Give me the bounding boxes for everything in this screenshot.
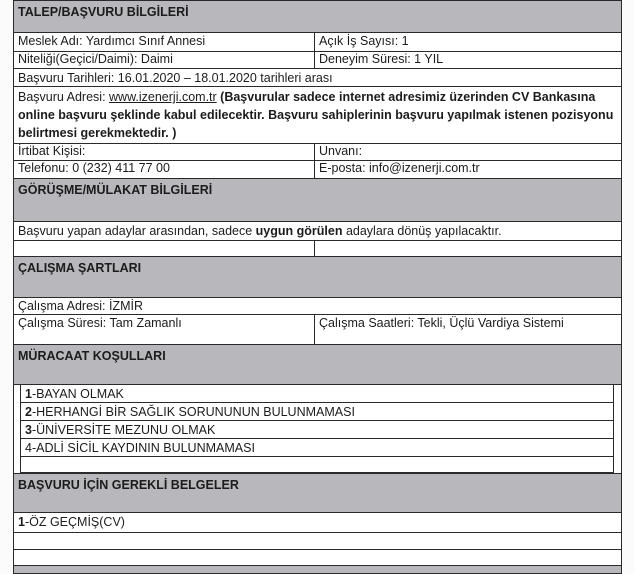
item-text: -HERHANGİ BİR SAĞLIK SORUNUNUN BULUNMAMASI xyxy=(31,405,355,419)
calisma-adresi: Çalışma Adresi: İZMİR xyxy=(18,299,144,313)
job-application-form xyxy=(13,0,622,574)
gorusme-text-end: adaylara dönüş yapılacaktır. xyxy=(342,224,502,238)
muracaat-list xyxy=(20,385,614,473)
empty-cell xyxy=(315,241,621,256)
section-header-talep xyxy=(13,0,622,33)
section-header-belgeler xyxy=(13,473,622,513)
section-title: BAŞVURU İÇİN GEREKLİ BELGELER xyxy=(18,478,239,492)
list-item xyxy=(21,439,613,457)
section-title: TALEP/BAŞVURU BİLGİLERİ xyxy=(18,5,189,19)
row-basvuru-adresi xyxy=(13,87,622,144)
item-number: 1 xyxy=(18,515,25,529)
item-number: 4 xyxy=(25,441,32,455)
section-title: MÜRACAAT KOŞULLARI xyxy=(18,349,166,363)
row-belge-empty xyxy=(13,550,622,566)
section-title: ÇALIŞMA ŞARTLARI xyxy=(18,261,142,275)
acik-is-sayisi: Açık İş Sayısı: 1 xyxy=(319,34,409,48)
website-link[interactable]: www.izenerji.com.tr xyxy=(109,90,217,104)
row-nitelik xyxy=(13,52,622,69)
row-calisma-suresi xyxy=(13,315,622,345)
item-number: 1 xyxy=(25,387,32,401)
row-empty-split xyxy=(13,241,622,257)
list-item-empty xyxy=(21,457,613,472)
list-item xyxy=(21,421,613,439)
row-calisma-adresi xyxy=(13,298,622,315)
basvuru-adresi xyxy=(14,87,621,143)
row-belge-empty xyxy=(13,533,622,550)
section-header-muracaat xyxy=(13,345,622,385)
section-footer-strip xyxy=(13,566,622,574)
unvani: Unvanı: xyxy=(319,144,363,158)
item-number: 2 xyxy=(25,405,32,419)
irtibat-kisisi: İrtibat Kişisi: xyxy=(14,144,315,160)
row-meslek xyxy=(13,33,622,52)
niteligi: Niteliği(Geçici/Daimi): Daimi xyxy=(14,52,315,68)
row-irtibat xyxy=(13,144,622,161)
basvuru-adresi-label: Başvuru Adresi: xyxy=(18,90,110,104)
section-header-calisma xyxy=(13,257,622,298)
row-gorusme-info xyxy=(13,222,622,241)
meslek-adi: Meslek Adı: Yardımcı Sınıf Annesi xyxy=(14,33,315,51)
calisma-saatleri: Çalışma Saatleri: Tekli, Üçlü Vardiya Sistemi xyxy=(319,316,564,330)
list-item xyxy=(21,403,613,421)
e-posta: E-posta: info@izenerji.com.tr xyxy=(319,161,480,175)
gorusme-text: Başvuru yapan adaylar arasından, sadece xyxy=(18,224,256,238)
muracaat-list-wrap xyxy=(13,385,622,473)
row-telefon xyxy=(13,161,622,179)
gorusme-info xyxy=(14,222,621,240)
item-text: -ADLİ SİCİL KAYDININ BULUNMAMASI xyxy=(31,441,255,455)
empty-cell xyxy=(14,550,621,565)
item-number: 3 xyxy=(25,423,32,437)
calisma-suresi: Çalışma Süresi: Tam Zamanlı xyxy=(14,315,315,344)
gorusme-text-bold: uygun görülen xyxy=(255,224,343,238)
basvuru-adresi-note: (Başvurular sadece internet adresimiz üzerinden CV Bankasına online başvuru şeklinde kabul edilecektir. Başvuru sahiplerinin başvuru yapılmak istenen pozisyonu belirtmesi gerekmektedir. ) xyxy=(18,90,614,140)
basvuru-tarihleri: Başvuru Tarihleri: 16.01.2020 – 18.01.2020 tarihleri arası xyxy=(18,71,333,85)
row-belge-1 xyxy=(13,513,622,533)
deneyim-suresi: Deneyim Süresi: 1 YIL xyxy=(319,52,444,66)
telefonu: Telefonu: 0 (232) 411 77 00 xyxy=(14,161,315,178)
belge-item xyxy=(14,513,621,532)
empty-cell xyxy=(14,533,621,549)
item-text: -ÜNİVERSİTE MEZUNU OLMAK xyxy=(31,423,216,437)
empty-cell xyxy=(14,241,315,256)
section-header-gorusme xyxy=(13,179,622,222)
row-basvuru-tarihleri xyxy=(13,69,622,87)
list-item xyxy=(21,385,613,403)
section-title: GÖRÜŞME/MÜLAKAT BİLGİLERİ xyxy=(18,183,213,197)
item-text: -BAYAN OLMAK xyxy=(31,387,124,401)
item-text: -ÖZ GEÇMİŞ(CV) xyxy=(24,515,125,529)
